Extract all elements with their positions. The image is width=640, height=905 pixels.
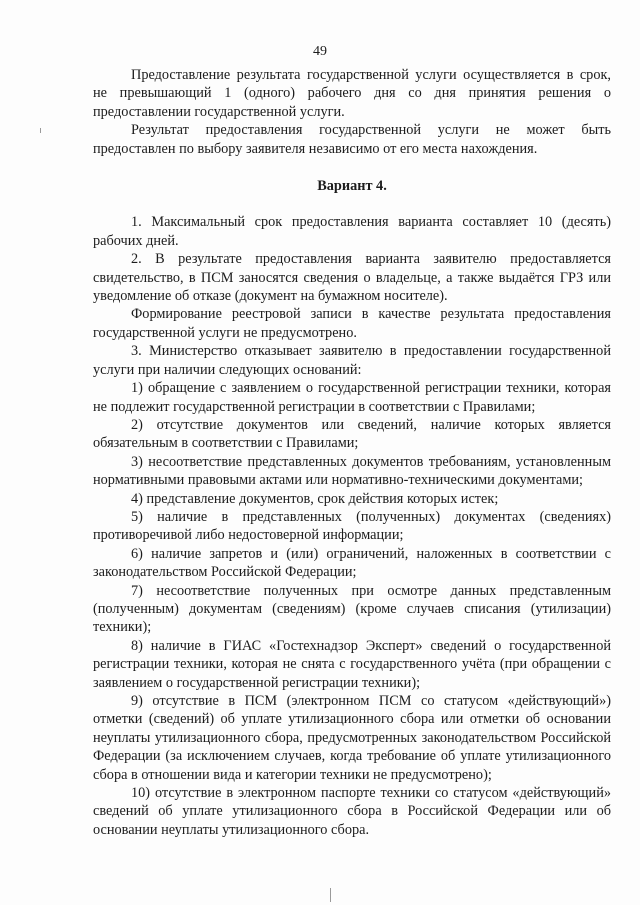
- list-item: 7) несоответствие полученных при осмотре данных представленным (полученным) документам (сведениям) (кроме случаев списания (утилизации) техники);: [93, 582, 611, 636]
- scan-artifact: [330, 888, 331, 902]
- paragraph: 1. Максимальный срок предоставления варианта составляет 10 (десять) рабочих дней.: [93, 214, 611, 249]
- document-body: [93, 66, 611, 839]
- section-heading: Вариант 4.: [317, 178, 387, 195]
- paragraph: 3. Министерство отказывает заявителю в предоставлении государственной услуги при наличии следующих оснований:: [93, 343, 611, 378]
- list-item: 6) наличие запретов и (или) ограничений, наложенных в соответствии с законодательством Российской Федерации;: [93, 545, 611, 581]
- list-item: 3) несоответствие представленных документов требованиям, установленным нормативными правовыми актами или нормативно-техническими документами;: [93, 453, 611, 489]
- list-item: 8) наличие в ГИАС «Гостехнадзор Эксперт» сведений о государственной регистрации техники, которая не снята с государственного учёта (при обращении с заявлением о государственной регистрации техники);: [93, 637, 611, 691]
- scan-artifact: [40, 128, 41, 133]
- list-item: 2) отсутствие документов или сведений, наличие которых является обязательным в соответствии с Правилами;: [93, 416, 611, 452]
- list-item: 4) представление документов, срок действия которых истек;: [131, 490, 499, 507]
- list-item: 5) наличие в представленных (полученных) документах (сведениях) противоречивой либо недостоверной информации;: [93, 508, 611, 544]
- paragraph: Формирование реестровой записи в качестве результата предоставления государственной услуги не предусмотрено.: [93, 306, 611, 341]
- list-item: 9) отсутствие в ПСМ (электронном ПСМ со статусом «действующий») отметки (сведений) об уплате утилизационного сбора или отметки об основании неуплаты утилизационного сбора, предусмотренных законодательством Российской Федерации (за исключением случаев, когда требование об уплате утилизационного сбора в отношении вида и категории техники не предусмотрено);: [93, 693, 611, 783]
- paragraph: 2. В результате предоставления варианта заявителю предоставляется свидетельство, в ПСМ заносятся сведения о владельце, а также выдаётся ГРЗ или уведомление об отказе (документ на бумажном носителе).: [93, 251, 611, 305]
- paragraph: Предоставление результата государственной услуги осуществляется в срок, не превышающий 1 (одного) рабочего дня со дня принятия решения о предоставлении государственной услуги.: [93, 67, 611, 120]
- paragraph: Результат предоставления государственной услуги не может быть предоставлен по выбору заявителя независимо от его места нахождения.: [93, 122, 611, 157]
- list-item: 1) обращение с заявлением о государственной регистрации техники, которая не подлежит государственной регистрации в соответствии с Правилами;: [93, 380, 611, 415]
- page-number: 49: [313, 44, 327, 59]
- list-item: 10) отсутствие в электронном паспорте техники со статусом «действующий» сведений об уплате утилизационного сбора в Российской Федерации или об основании неуплаты утилизационного сбора.: [93, 785, 611, 838]
